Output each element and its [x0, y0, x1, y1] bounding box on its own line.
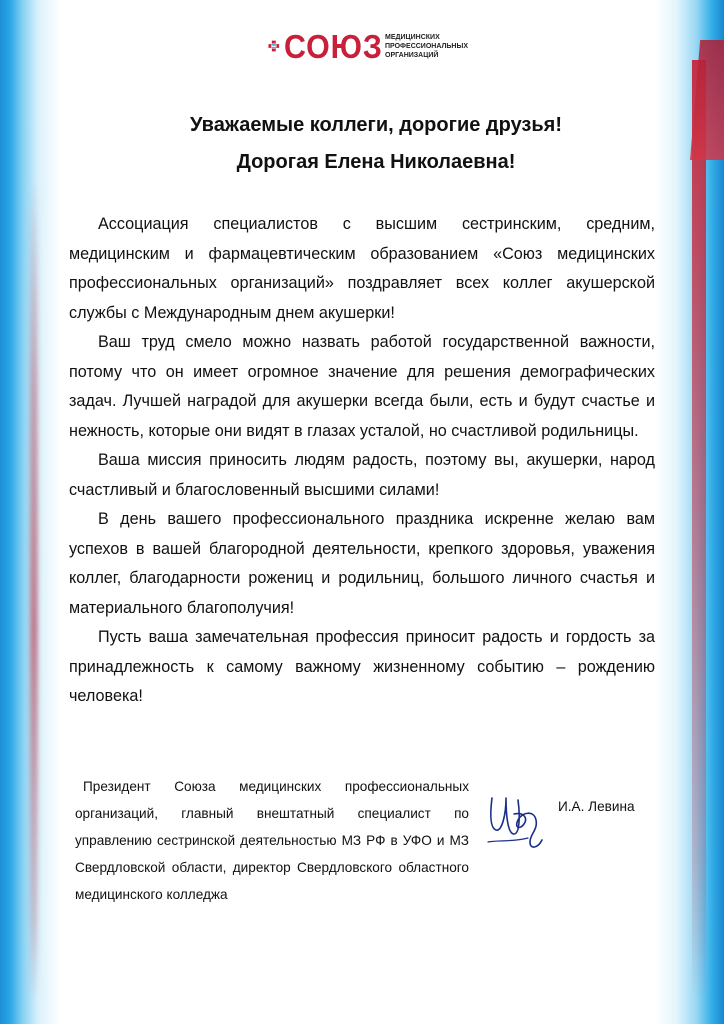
signatory-name: И.А. Левина — [558, 799, 635, 814]
letter-paragraph: Пусть ваша замечательная профессия приносит радость и гордость за принадлежность к самому важному жизненному событию – рождению человека! — [69, 628, 655, 705]
handwritten-signature — [484, 784, 550, 856]
logo-subtitle: МЕДИЦИНСКИХ ПРОФЕССИОНАЛЬНЫХ ОРГАНИЗАЦИЙ — [385, 33, 468, 59]
letter-body — [69, 210, 655, 712]
letter-paragraph: Ассоциация специалистов с высшим сестринским, средним, медицинским и фармацевтическим образованием «Союз медицинских профессиональных организаций» поздравляет всех коллег акушерской службы с Международным днем акушерки! — [69, 215, 655, 322]
letter-paragraph: В день вашего профессионального праздника искренне желаю вам успехов в вашей благородной деятельности, крепкого здоровья, уважения коллег, благодарности рожениц и родильниц, большого личного счастья и материального благополучия! — [69, 510, 655, 617]
organization-logo — [268, 22, 468, 70]
right-red-stripe — [692, 60, 706, 1000]
handshake-cross-icon — [268, 22, 280, 70]
signatory-position: Президент Союза медицинских профессиональных организаций, главный внештатный специалист по управлению сестринской деятельностью МЗ РФ в УФО и МЗ Свердловской области, директор Свердловского областного медицинского колледжа — [75, 779, 469, 902]
greeting-addressee: Дорогая Елена Николаевна! — [236, 151, 516, 173]
left-red-stripe — [30, 180, 38, 1000]
greeting-colleagues: Уважаемые коллеги, дорогие друзья! — [190, 114, 562, 136]
logo-wordmark: СОЮЗ — [283, 27, 383, 65]
letter-paragraph: Ваш труд смело можно назвать работой государственной важности, потому что он имеет огромное значение для решения демографических задач. Лучшей наградой для акушерки всегда были, есть и будут счастье и нежность, которые они видят в глазах усталой, но счастливой родильницы. — [69, 333, 655, 440]
letter-paragraph: Ваша миссия приносить людям радость, поэтому вы, акушерки, народ счастливый и благословенный высшими силами! — [69, 451, 655, 499]
